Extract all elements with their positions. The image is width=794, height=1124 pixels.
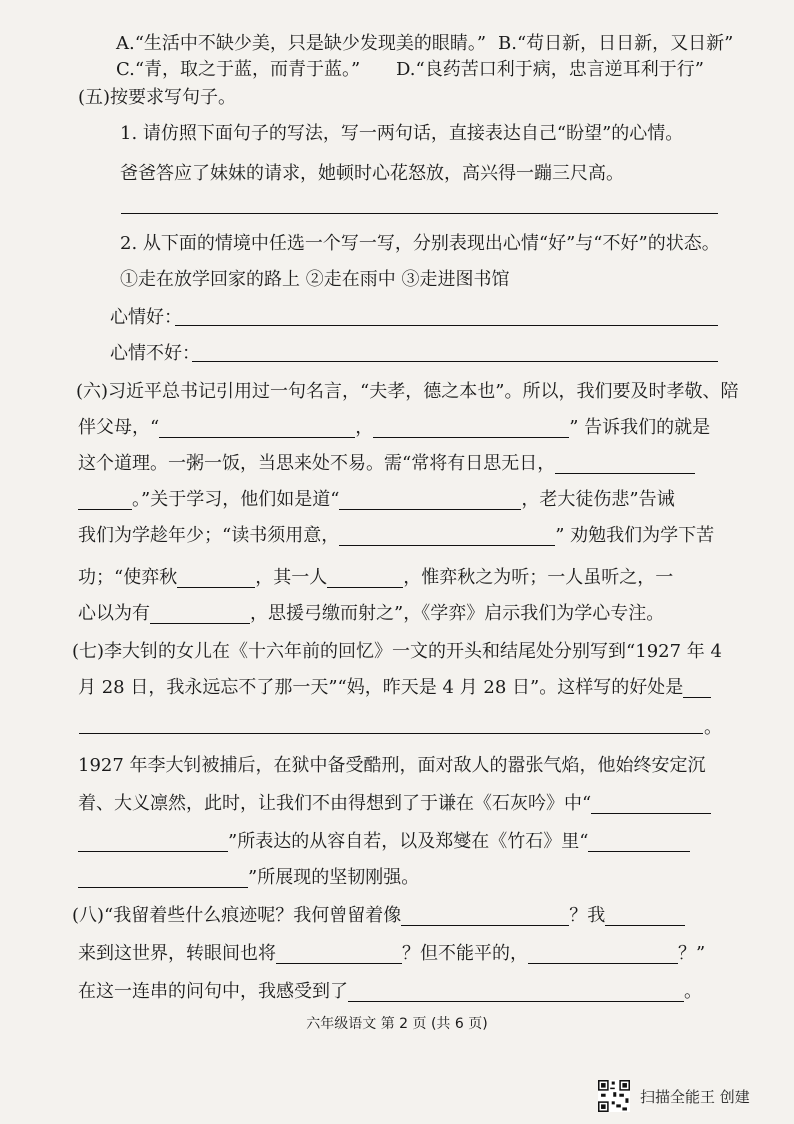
question-5-1: 1. 请仿照下面句子的写法，写一两句话，直接表达自己“盼望”的心情。	[120, 123, 684, 144]
option-c: C.“青，取之于蓝，而青于蓝。”	[116, 59, 361, 80]
mood-bad-answer-line[interactable]	[192, 361, 718, 362]
watermark-text: 扫描全能王 创建	[640, 1087, 750, 1106]
section-7-period: 。	[704, 717, 722, 738]
section-6-line-3	[78, 452, 695, 476]
blank[interactable]	[159, 419, 355, 438]
option-b: B.“苟日新，日日新，又日新”	[498, 33, 734, 54]
section-6-line-6	[78, 566, 673, 590]
blank[interactable]	[177, 569, 255, 588]
section-8-text: (八)“我留着些什么痕迹呢？我何曾留着像	[72, 905, 402, 926]
section-6-text: ，	[355, 417, 374, 438]
section-7-text: 月 28 日，我永远忘不了那一天”“妈，昨天是 4 月 28 日”。这样写的好处是	[78, 677, 684, 698]
section-6-text: ，思援弓缴而射之”，《学弈》启示我们为学心专注。	[250, 603, 665, 624]
blank[interactable]	[327, 569, 403, 588]
blank[interactable]	[78, 869, 248, 888]
qr-code-icon	[598, 1080, 630, 1112]
section-6-line-7	[78, 602, 664, 626]
blank[interactable]	[348, 983, 684, 1002]
section-7-line-1: (七)李大钊的女儿在《十六年前的回忆》一文的开头和结尾处分别写到“1927 年 4	[72, 641, 722, 662]
section-7-line-5	[78, 792, 711, 816]
blank[interactable]	[528, 945, 678, 964]
section-6-line-1: (六)习近平总书记引用过一句名言，“夫孝，德之本也”。所以，我们要及时孝敬、陪	[76, 381, 739, 402]
section-6-text: ，其一人	[255, 567, 328, 588]
section-7-text: ”所展现的坚韧刚强。	[248, 867, 420, 888]
section-6-text: 功；“使弈秋	[78, 567, 178, 588]
section-7-line-4: 1927 年李大钊被捕后，在狱中备受酷刑，面对敌人的嚣张气焰，他始终安定沉	[78, 755, 706, 776]
blank[interactable]	[78, 833, 228, 852]
blank[interactable]	[373, 419, 569, 438]
section-6-text: 这个道理。一粥一饭，当思来处不易。需“常将有日思无日，	[78, 453, 556, 474]
page-footer: 六年级语文 第 2 页 (共 6 页)	[306, 1016, 488, 1032]
section-8-text: 。	[684, 981, 702, 1002]
section-6-text: 心以为有	[78, 603, 150, 624]
section-6-text: ，老大徒伤悲”告诫	[521, 489, 675, 510]
blank[interactable]	[555, 455, 695, 474]
option-a: A.“生活中不缺少美，只是缺少发现美的眼睛。”	[116, 33, 487, 54]
blank[interactable]	[78, 491, 132, 510]
section-5-heading: (五)按要求写句子。	[78, 87, 237, 108]
section-6-text: ，惟弈秋之为听；一人虽听之，一	[403, 567, 674, 588]
section-7-line-2	[78, 676, 711, 700]
section-8-line-2	[78, 942, 705, 966]
blank[interactable]	[339, 491, 521, 510]
blank[interactable]	[401, 907, 569, 926]
section-8-text: 在这一连串的问句中，我感受到了	[78, 981, 348, 1002]
section-6-line-4	[78, 488, 675, 512]
section-7-text: 着、大义凛然，此时，让我们不由得想到了于谦在《石灰吟》中“	[78, 793, 592, 814]
section-7-text: ”所表达的从容自若，以及郑燮在《竹石》里“	[228, 831, 589, 852]
question-5-1-example: 爸爸答应了妹妹的请求，她顿时心花怒放，高兴得一蹦三尺高。	[120, 163, 624, 184]
section-8-text: ？”	[678, 943, 706, 964]
blank[interactable]	[683, 679, 711, 698]
section-8-line-1	[72, 904, 685, 928]
section-6-text: 我们为学趁年少；“读书须用意，	[78, 525, 340, 546]
blank[interactable]	[605, 907, 685, 926]
section-6-text: ” 劝勉我们为学下苦	[555, 525, 715, 546]
section-8-text: ？我	[569, 905, 606, 926]
section-8-text: 来到这世界，转眼间也将	[78, 943, 276, 964]
blank[interactable]	[150, 605, 250, 624]
section-6-line-5	[78, 524, 714, 548]
mood-good-answer-line[interactable]	[175, 325, 718, 326]
mood-bad-label: 心情不好：	[110, 343, 200, 364]
scanner-watermark	[598, 1080, 750, 1112]
mood-good-label: 心情好：	[110, 307, 182, 328]
section-7-line-6	[78, 830, 690, 854]
section-6-text: 伴父母，“	[78, 417, 160, 438]
blank[interactable]	[276, 945, 402, 964]
option-d: D.“良药苦口利于病，忠言逆耳利于行”	[396, 59, 704, 80]
blank[interactable]	[591, 795, 711, 814]
question-5-2-options: ①走在放学回家的路上 ②走在雨中 ③走进图书馆	[120, 269, 510, 290]
blank[interactable]	[339, 527, 555, 546]
answer-line-5-1[interactable]	[121, 213, 718, 214]
section-7-line-7	[78, 866, 419, 890]
section-8-line-3	[78, 980, 702, 1004]
blank[interactable]	[588, 833, 690, 852]
section-6-text: 。”关于学习，他们如是道“	[132, 489, 340, 510]
section-6-line-2	[78, 416, 710, 440]
answer-line-7-1[interactable]	[79, 733, 703, 734]
section-8-text: ？但不能平的，	[402, 943, 528, 964]
section-6-text: ” 告诉我们的就是	[569, 417, 711, 438]
question-5-2: 2. 从下面的情境中任选一个写一写，分别表现出心情“好”与“不好”的状态。	[120, 233, 720, 254]
